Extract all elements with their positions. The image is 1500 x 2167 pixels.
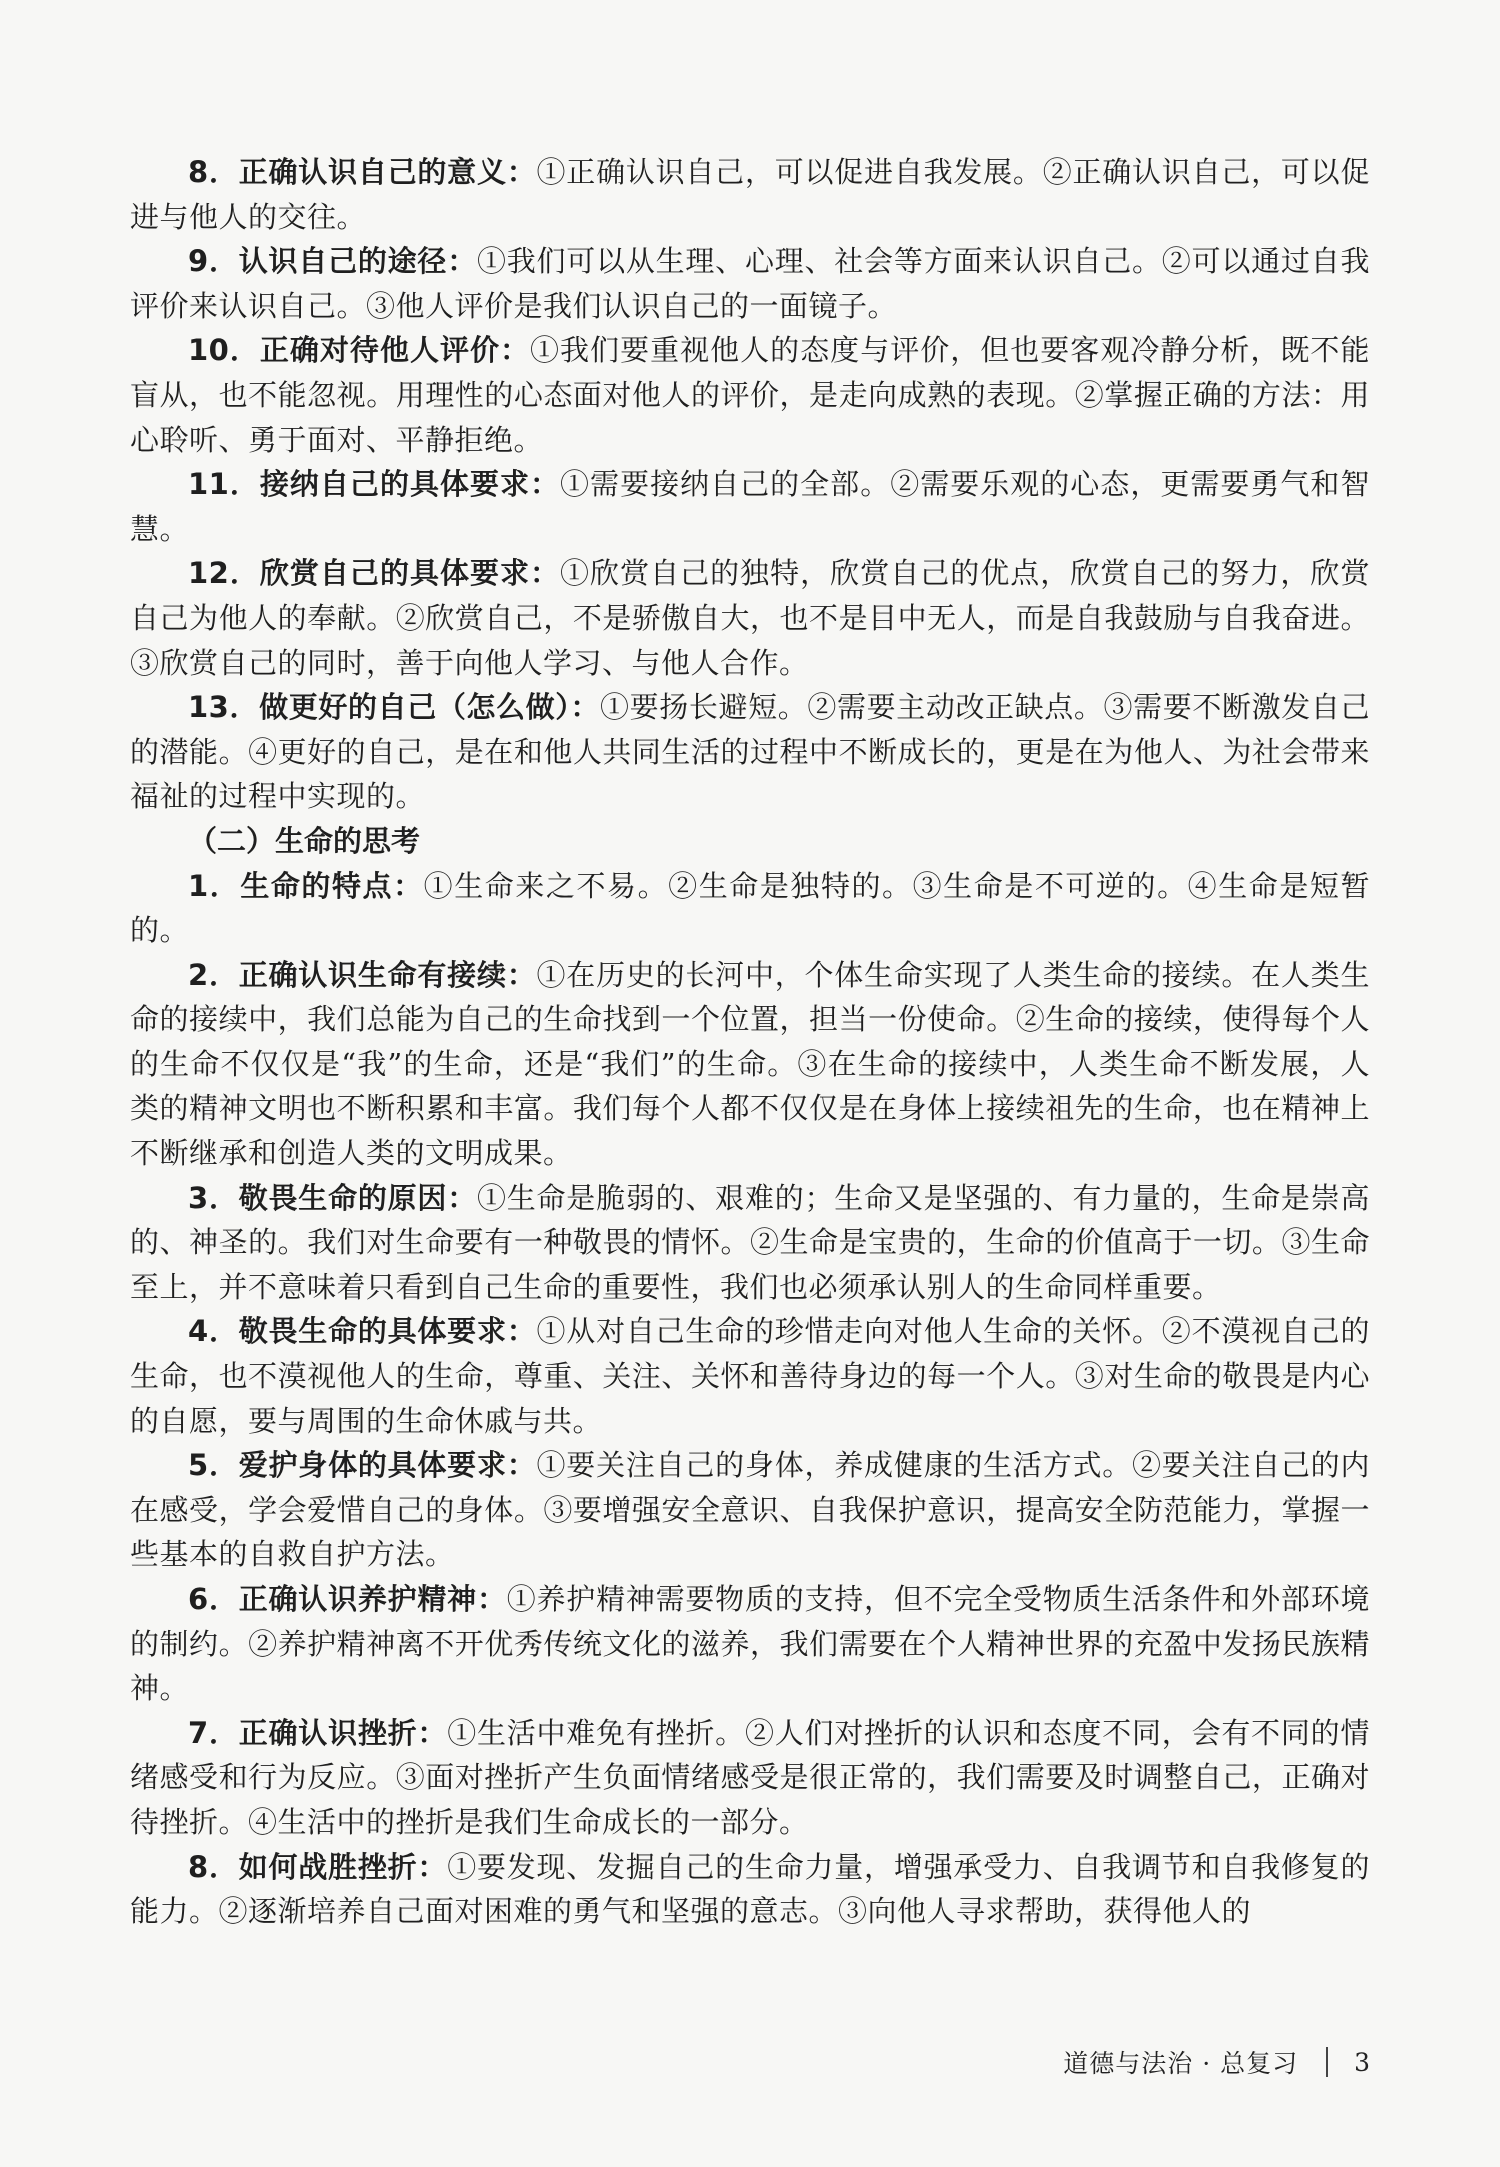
item-9-self: 9．认识自己的途径：①我们可以从生理、心理、社会等方面来认识自己。②可以通过自我评价来认识自己。③他人评价是我们认识自己的一面镜子。: [130, 244, 1370, 323]
item-number: 10: [188, 333, 230, 368]
item-12-self: 12．欣赏自己的具体要求：①欣赏自己的独特，欣赏自己的优点，欣赏自己的努力，欣赏自己为他人的奉献。②欣赏自己，不是骄傲自大，也不是目中无人，而是自我鼓励与自我奋进。③欣赏自己的同时，善于向他人学习、与他人合作。: [130, 556, 1370, 680]
item-body: ①正确认识自己，可以促进自我发展。②正确认识自己，可以促进与他人的交往。: [130, 155, 1370, 234]
item-number: 1: [188, 868, 209, 903]
item-body: ①养护精神需要物质的支持，但不完全受物质生活条件和外部环境的制约。②养护精神离不开优秀传统文化的滋养，我们需要在个人精神世界的充盈中发扬民族精神。: [130, 1582, 1370, 1706]
item-1-life: 1．生命的特点：①生命来之不易。②生命是独特的。③生命是不可逆的。④生命是短暂的。: [130, 868, 1370, 948]
item-4-life: 4．敬畏生命的具体要求：①从对自己生命的珍惜走向对他人生命的关怀。②不漠视自己的生命，也不漠视他人的生命，尊重、关注、关怀和善待身边的每一个人。③对生命的敬畏是内心的自愿，要与周围的生命休戚与共。: [130, 1314, 1370, 1438]
item-heading: 正确认识自己的意义: [238, 155, 507, 189]
item-8-life: 8．如何战胜挫折：①要发现、发掘自己的生命力量，增强承受力、自我调节和自我修复的能力。②逐渐培养自己面对困难的勇气和坚强的意志。③向他人寻求帮助，获得他人的: [130, 1849, 1370, 1929]
section-title: （二）生命的思考: [188, 823, 421, 858]
item-number: 5: [188, 1448, 209, 1483]
item-heading: 做更好的自己（怎么做）: [259, 690, 571, 725]
item-heading: 正确对待他人评价: [259, 333, 501, 368]
item-number: 11: [188, 467, 230, 502]
item-3-life: 3．敬畏生命的原因：①生命是脆弱的、艰难的；生命又是坚强的、有力量的，生命是崇高的、神圣的。我们对生命要有一种敬畏的情怀。②生命是宝贵的，生命的价值高于一切。③生命至上，并不意味着只看到自己生命的重要性，我们也必须承认别人的生命同样重要。: [130, 1180, 1370, 1304]
item-6-life: 6．正确认识养护精神：①养护精神需要物质的支持，但不完全受物质生活条件和外部环境的制约。②养护精神离不开优秀传统文化的滋养，我们需要在个人精神世界的充盈中发扬民族精神。: [130, 1582, 1370, 1706]
item-heading: 认识自己的途径: [238, 244, 448, 279]
item-heading: 正确认识挫折: [238, 1715, 418, 1750]
item-body: ①要扬长避短。②需要主动改正缺点。③需要不断激发自己的潜能。④更好的自己，是在和他人共同生活的过程中不断成长的，更是在为他人、为社会带来福祉的过程中实现的。: [130, 690, 1370, 814]
page-content: [130, 150, 1370, 1934]
item-2-life: 2．正确认识生命有接续：①在历史的长河中，个体生命实现了人类生命的接续。在人类生命的接续中，我们总能为自己的生命找到一个位置，担当一份使命。②生命的接续，使得每个人的生命不仅仅是“我”的生命，还是“我们”的生命。③在生命的接续中，人类生命不断发展，人类的精神文明也不断积累和丰富。我们每个人都不仅仅是在身体上接续祖先的生命，也在精神上不断继承和创造人类的文明成果。: [130, 957, 1370, 1171]
item-body: ①要关注自己的身体，养成健康的生活方式。②要关注自己的内在感受，学会爱惜自己的身体。③要增强安全意识、自我保护意识，提高安全防范能力，掌握一些基本的自救自护方法。: [130, 1448, 1370, 1572]
item-heading: 生命的特点: [240, 868, 394, 903]
item-body: ①生活中难免有挫折。②人们对挫折的认识和态度不同，会有不同的情绪感受和行为反应。③面对挫折产生负面情绪感受是很正常的，我们需要及时调整自己，正确对待挫折。④生活中的挫折是我们生命成长的一部分。: [130, 1715, 1370, 1839]
item-heading: 敬畏生命的原因: [238, 1180, 448, 1215]
item-body: ①我们要重视他人的态度与评价，但也要客观冷静分析，既不能盲从，也不能忽视。用理性的心态面对他人的评价，是走向成熟的表现。②掌握正确的方法：用心聆听、勇于面对、平静拒绝。: [130, 333, 1370, 457]
item-number: 4: [188, 1314, 209, 1349]
page-footer: [1063, 2044, 1370, 2080]
item-heading: 接纳自己的具体要求: [259, 467, 531, 502]
item-5-life: 5．爱护身体的具体要求：①要关注自己的身体，养成健康的生活方式。②要关注自己的内在感受，学会爱惜自己的身体。③要增强安全意识、自我保护意识，提高安全防范能力，掌握一些基本的自救自护方法。: [130, 1448, 1370, 1572]
item-body: ①我们可以从生理、心理、社会等方面来认识自己。②可以通过自我评价来认识自己。③他人评价是我们认识自己的一面镜子。: [130, 244, 1370, 323]
item-number: 13: [188, 690, 230, 725]
item-body: ①生命来之不易。②生命是独特的。③生命是不可逆的。④生命是短暂的。: [130, 868, 1370, 948]
item-heading: 欣赏自己的具体要求: [259, 556, 531, 591]
item-heading: 如何战胜挫折: [238, 1849, 418, 1884]
item-body: ①需要接纳自己的全部。②需要乐观的心态，更需要勇气和智慧。: [130, 467, 1370, 546]
item-number: 2: [188, 957, 209, 992]
item-body: ①生命是脆弱的、艰难的；生命又是坚强的、有力量的，生命是崇高的、神圣的。我们对生命要有一种敬畏的情怀。②生命是宝贵的，生命的价值高于一切。③生命至上，并不意味着只看到自己生命的重要性，我们也必须承认别人的生命同样重要。: [130, 1180, 1370, 1304]
item-10-self: 10．正确对待他人评价：①我们要重视他人的态度与评价，但也要客观冷静分析，既不能盲从，也不能忽视。用理性的心态面对他人的评价，是走向成熟的表现。②掌握正确的方法：用心聆听、勇于面对、平静拒绝。: [130, 333, 1370, 457]
item-number: 8: [188, 1849, 209, 1884]
item-number: 9: [188, 244, 209, 279]
item-number: 12: [188, 556, 230, 591]
item-8-self: 8．正确认识自己的意义：①正确认识自己，可以促进自我发展。②正确认识自己，可以促进与他人的交往。: [130, 155, 1370, 234]
item-heading: 爱护身体的具体要求: [238, 1448, 507, 1483]
footer-divider: [1326, 2047, 1328, 2077]
item-heading: 敬畏生命的具体要求: [238, 1314, 507, 1349]
page-number: 3: [1354, 2047, 1370, 2077]
item-number: 7: [188, 1715, 209, 1750]
book-title: 道德与法治 · 总复习: [1063, 2049, 1299, 2078]
item-heading: 正确认识生命有接续: [238, 957, 507, 992]
item-body: ①欣赏自己的独特，欣赏自己的优点，欣赏自己的努力，欣赏自己为他人的奉献。②欣赏自己，不是骄傲自大，也不是目中无人，而是自我鼓励与自我奋进。③欣赏自己的同时，善于向他人学习、与他人合作。: [130, 556, 1370, 680]
item-7-life: 7．正确认识挫折：①生活中难免有挫折。②人们对挫折的认识和态度不同，会有不同的情绪感受和行为反应。③面对挫折产生负面情绪感受是很正常的，我们需要及时调整自己，正确对待挫折。④生活中的挫折是我们生命成长的一部分。: [130, 1715, 1370, 1839]
item-11-self: 11．接纳自己的具体要求：①需要接纳自己的全部。②需要乐观的心态，更需要勇气和智慧。: [130, 467, 1370, 546]
item-body: ①要发现、发掘自己的生命力量，增强承受力、自我调节和自我修复的能力。②逐渐培养自己面对困难的勇气和坚强的意志。③向他人寻求帮助，获得他人的: [130, 1849, 1370, 1929]
item-number: 3: [188, 1180, 209, 1215]
item-13-self: 13．做更好的自己（怎么做）：①要扬长避短。②需要主动改正缺点。③需要不断激发自己的潜能。④更好的自己，是在和他人共同生活的过程中不断成长的，更是在为他人、为社会带来福祉的过程中实现的。: [130, 690, 1370, 814]
item-heading: 正确认识养护精神: [238, 1582, 477, 1616]
item-number: 6: [188, 1582, 209, 1616]
item-number: 8: [188, 155, 209, 189]
item-body: ①从对自己生命的珍惜走向对他人生命的关怀。②不漠视自己的生命，也不漠视他人的生命，尊重、关注、关怀和善待身边的每一个人。③对生命的敬畏是内心的自愿，要与周围的生命休戚与共。: [130, 1314, 1370, 1438]
item-body: ①在历史的长河中，个体生命实现了人类生命的接续。在人类生命的接续中，我们总能为自己的生命找到一个位置，担当一份使命。②生命的接续，使得每个人的生命不仅仅是“我”的生命，还是“我们”的生命。③在生命的接续中，人类生命不断发展，人类的精神文明也不断积累和丰富。我们每个人都不仅仅是在身体上接续祖先的生命，也在精神上不断继承和创造人类的文明成果。: [130, 957, 1370, 1171]
